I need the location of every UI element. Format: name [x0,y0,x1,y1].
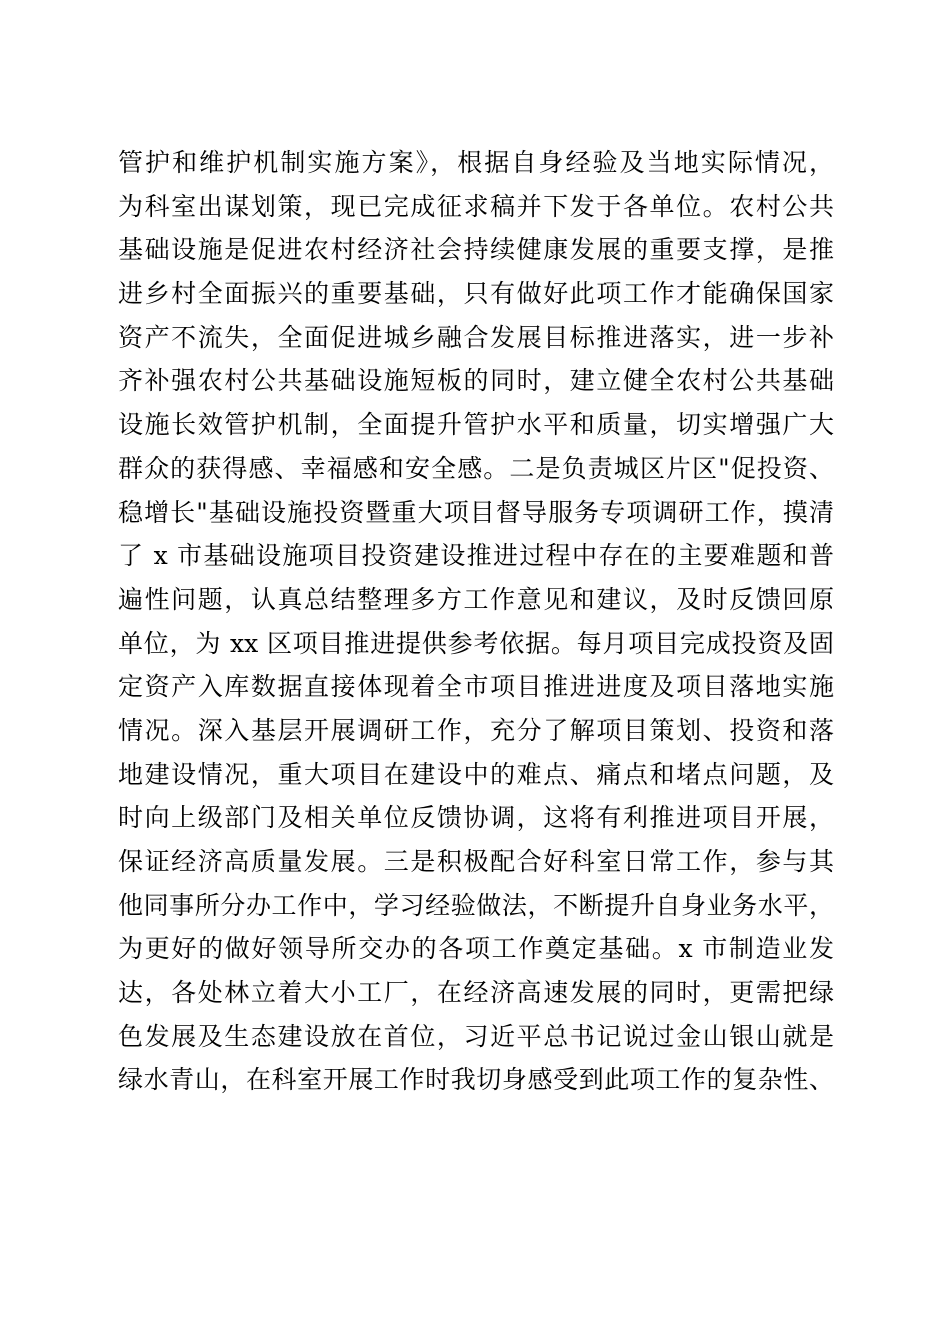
text-line: 地建设情况，重大项目在建设中的难点、痛点和堵点问题，及 [118,759,834,789]
text-line: 时向上级部门及相关单位反馈协调，这将有利推进项目开展， [118,803,834,833]
text-line: 单位，为 xx 区项目推进提供参考依据。每月项目完成投资及固 [118,628,834,658]
text-line: 基础设施是促进农村经济社会持续健康发展的重要支撑，是推 [118,235,834,265]
text-line: 管护和维护机制实施方案》，根据自身经验及当地实际情况， [118,148,834,177]
body-paragraph [118,141,834,1102]
text-line: 他同事所分办工作中，学习经验做法，不断提升自身业务水平， [118,890,834,920]
text-line: 群众的获得感、幸福感和安全感。二是负责城区片区"促投资、 [118,453,834,483]
text-line: 色发展及生态建设放在首位，习近平总书记说过金山银山就是 [118,1021,834,1051]
text-line: 为科室出谋划策，现已完成征求稿并下发于各单位。农村公共 [118,191,834,221]
text-line: 为更好的做好领导所交办的各项工作奠定基础。x 市制造业发 [118,934,834,964]
text-line: 达，各处林立着大小工厂，在经济高速发展的同时，更需把绿 [118,978,834,1008]
text-line: 齐补强农村公共基础设施短板的同时，建立健全农村公共基础 [118,366,834,396]
text-line: 设施长效管护机制，全面提升管护水平和质量，切实增强广大 [118,410,834,440]
text-line: 遍性问题，认真总结整理多方工作意见和建议，及时反馈回原 [118,584,834,614]
text-line: 稳增长"基础设施投资暨重大项目督导服务专项调研工作，摸清 [118,497,834,527]
text-line: 了 x 市基础设施项目投资建设推进过程中存在的主要难题和普 [118,541,834,571]
text-line: 进乡村全面振兴的重要基础，只有做好此项工作才能确保国家 [118,279,834,309]
text-line: 保证经济高质量发展。三是积极配合好科室日常工作，参与其 [118,847,834,876]
text-line: 绿水青山，在科室开展工作时我切身感受到此项工作的复杂性、 [118,1065,834,1095]
text-line: 资产不流失，全面促进城乡融合发展目标推进落实，进一步补 [118,322,834,352]
text-line: 定资产入库数据直接体现着全市项目推进进度及项目落地实施 [118,672,834,702]
text-line: 情况。深入基层开展调研工作，充分了解项目策划、投资和落 [118,715,834,745]
